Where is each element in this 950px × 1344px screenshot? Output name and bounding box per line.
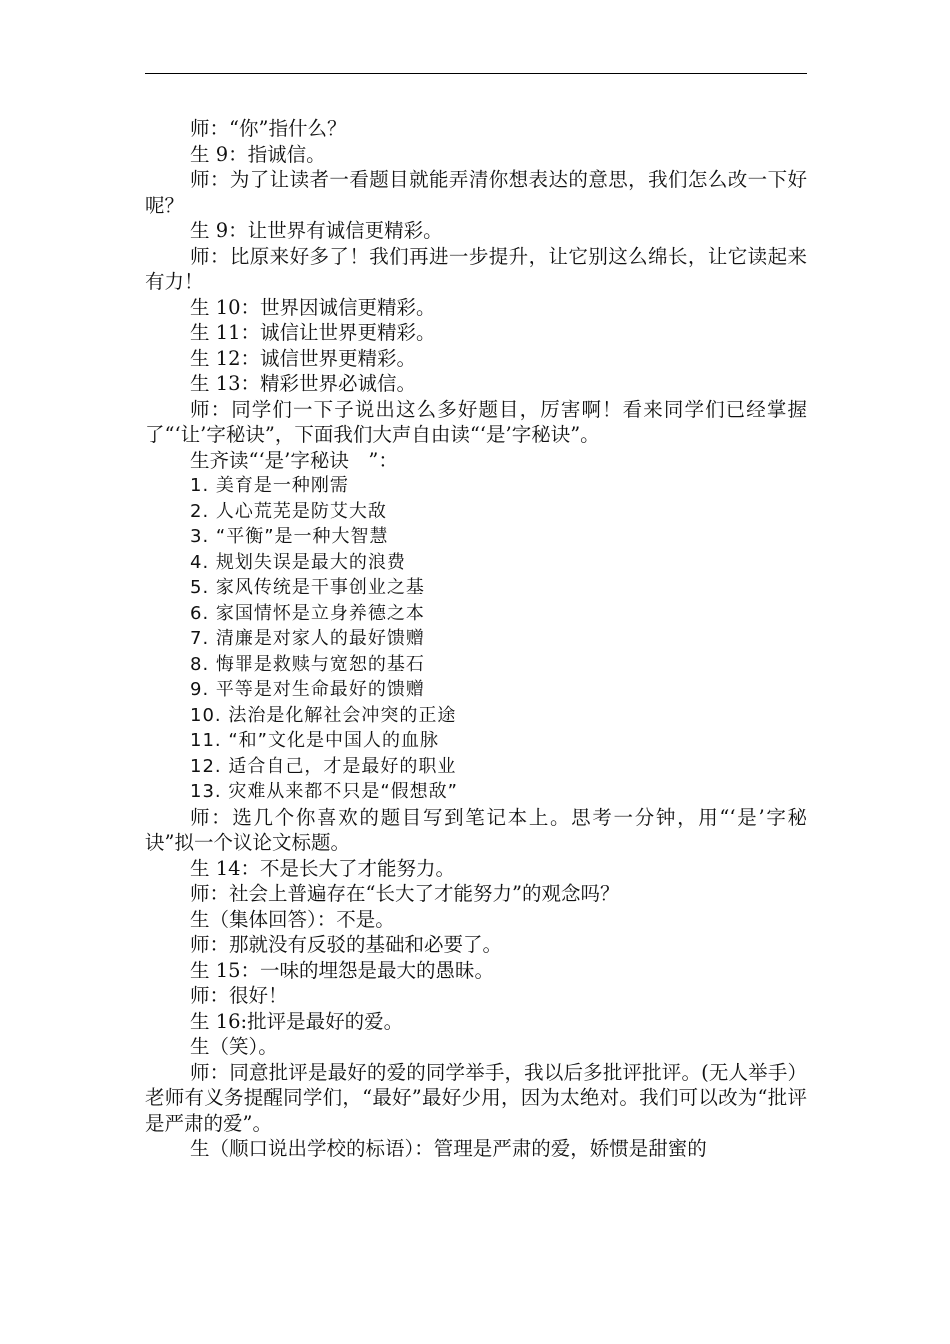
dialogue-line: 生 16:批评是最好的爱。 <box>190 1009 404 1033</box>
dialogue-line: 师：社会上普遍存在“长大了才能努力”的观念吗？ <box>190 882 620 905</box>
header-rule <box>145 73 807 74</box>
dialogue-line: 师：那就没有反驳的基础和必要了。 <box>190 933 503 956</box>
list-item: 10. 法治是化解社会冲突的正途 <box>190 704 457 726</box>
dialogue-line: 生 12：诚信世界更精彩。 <box>190 346 417 370</box>
title-list <box>145 473 807 805</box>
dialogue-line: 师：很好！ <box>190 984 288 1007</box>
dialogue-paragraph: 师：为了让读者一看题目就能弄清你想表达的意思，我们怎么改一下好呢？ <box>145 168 807 217</box>
dialogue-line: 生 9：指诚信。 <box>190 142 326 166</box>
dialogue-paragraph: 生（顺口说出学校的标语）：管理是严肃的爱，娇惯是甜蜜的 <box>190 1137 707 1160</box>
dialogue-paragraph: 师：比原来好多了！我们再进一步提升，让它别这么绵长，让它读起来有力！ <box>145 244 807 293</box>
dialogue-paragraph: 师：选几个你喜欢的题目写到笔记本上。思考一分钟，用“‘是’字秘诀”拟一个议论文标题。 <box>145 805 807 854</box>
list-item: 8. 悔罪是救赎与宽恕的基石 <box>190 653 425 675</box>
list-item: 9. 平等是对生命最好的馈赠 <box>190 679 425 700</box>
dialogue-line: 生 14：不是长大了才能努力。 <box>190 856 456 880</box>
list-item: 12. 适合自己，才是最好的职业 <box>190 755 457 777</box>
document-body <box>145 116 807 1162</box>
list-item: 2. 人心荒芜是防艾大敌 <box>190 500 387 522</box>
list-item: 13. 灾难从来都不只是“假想敌” <box>190 781 458 802</box>
dialogue-line: 师：“你”指什么？ <box>190 117 347 140</box>
list-item: 5. 家风传统是干事创业之基 <box>190 577 425 598</box>
list-item: 11. “和”文化是中国人的血脉 <box>190 730 439 751</box>
list-item: 4. 规划失误是最大的浪费 <box>190 551 406 573</box>
dialogue-line: 生 11：诚信让世界更精彩。 <box>190 321 436 344</box>
dialogue-line: 生 9：让世界有诚信更精彩。 <box>190 219 443 242</box>
list-item: 7. 清廉是对家人的最好馈赠 <box>190 628 425 649</box>
dialogue-paragraph: 师：同学们一下子说出这么多好题目，厉害啊！看来同学们已经掌握了“‘让’字秘诀”，下面我们大声自由读“‘是’字秘诀”。 <box>145 397 807 446</box>
list-item: 3. “平衡”是一种大智慧 <box>190 526 389 547</box>
dialogue-line: 生 15：一味的埋怨是最大的愚昧。 <box>190 958 495 982</box>
list-item: 6. 家国情怀是立身养德之本 <box>190 602 425 624</box>
list-intro: 生齐读“‘是’字秘诀 ”： <box>190 448 398 472</box>
dialogue-line: 生（笑）。 <box>190 1035 278 1058</box>
dialogue-line: 生（集体回答）：不是。 <box>190 907 395 931</box>
dialogue-line: 生 13：精彩世界必诚信。 <box>190 372 417 395</box>
dialogue-paragraph: 师：同意批评是最好的爱的同学举手，我以后多批评批评。(无人举手）老师有义务提醒同学们，“最好”最好少用，因为太绝对。我们可以改为“批评是严肃的爱”。 <box>145 1060 807 1135</box>
list-item: 1. 美育是一种刚需 <box>190 475 349 496</box>
dialogue-line: 生 10：世界因诚信更精彩。 <box>190 295 436 319</box>
